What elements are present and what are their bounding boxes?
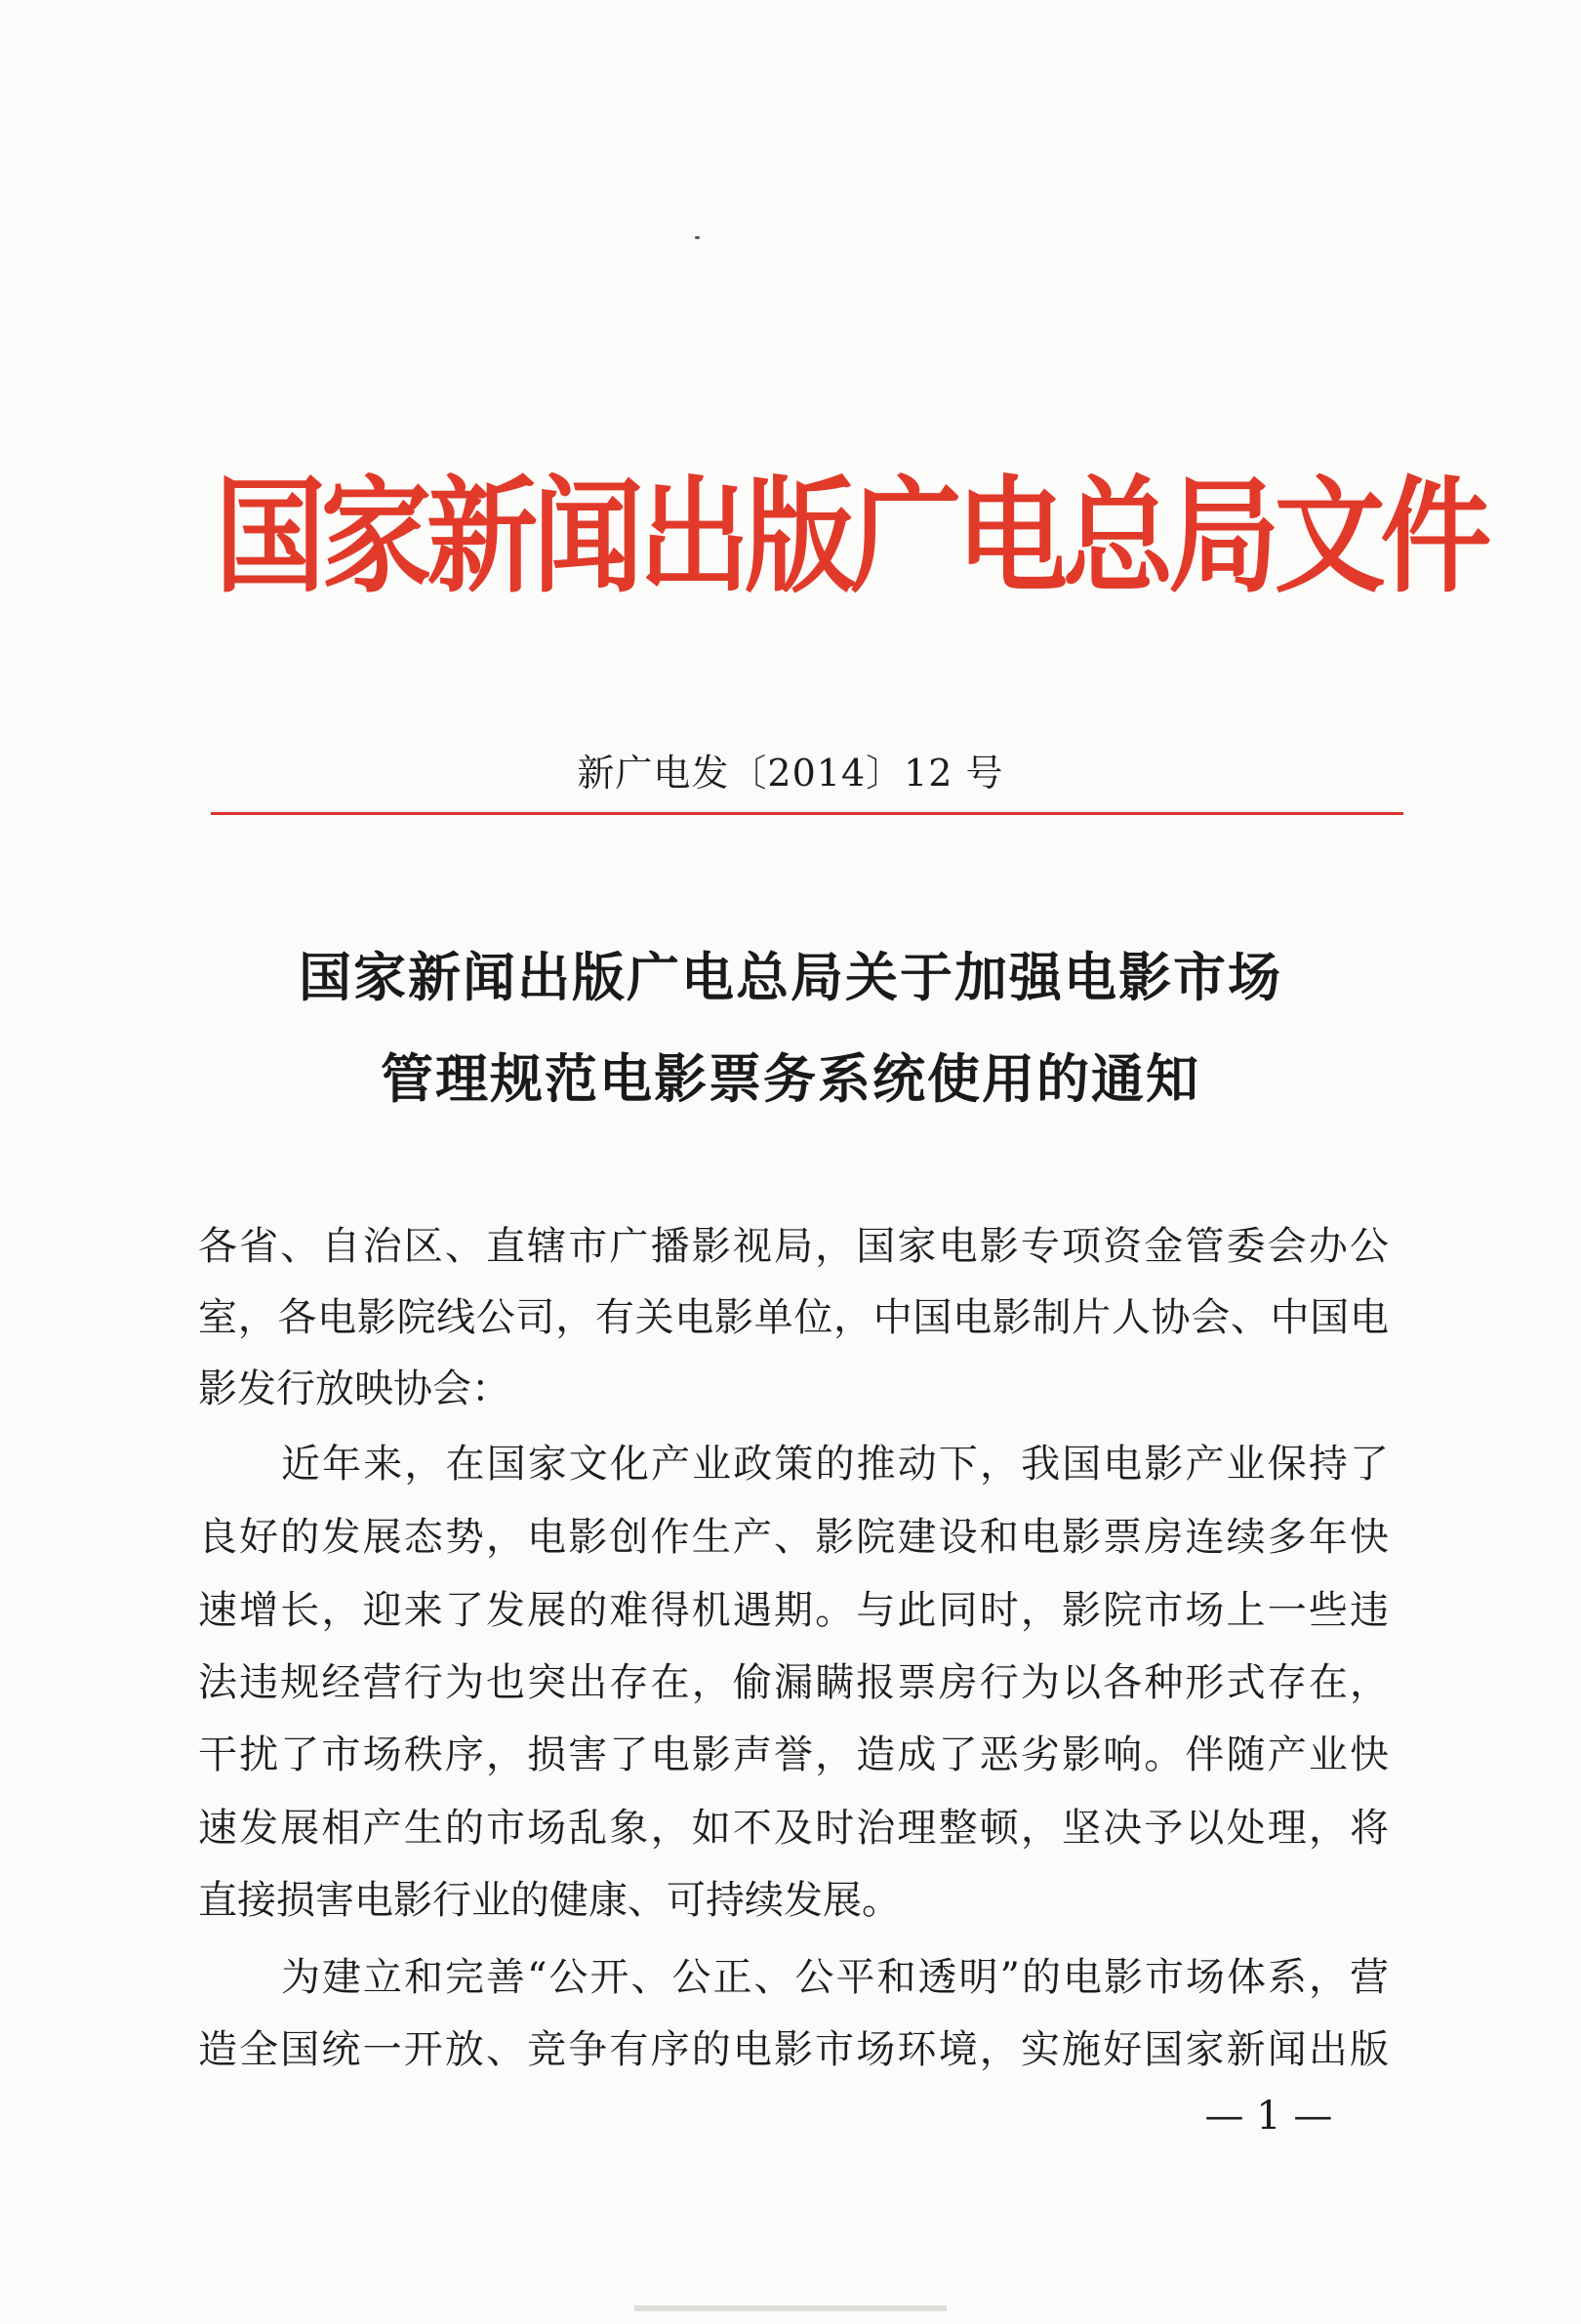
- body-line-4: 近年来，在国家文化产业政策的推动下，我国电影产业保持了: [281, 1442, 1389, 1487]
- notice-title-line-2: 管理规范电影票务系统使用的通知: [381, 1048, 1200, 1110]
- body-line-2: 室，各电影院线公司，有关电影单位，中国电影制片人协会、中国电: [198, 1295, 1389, 1340]
- body-line-12: 造全国统一开放、竞争有序的电影市场环境，实施好国家新闻出版: [198, 2027, 1389, 2072]
- issuer-header-title: 国家新闻出版广电总局文件: [215, 464, 1486, 610]
- body-line-10: 直接损害电影行业的健康、可持续发展。: [198, 1878, 901, 1923]
- page-number: — 1 —: [1204, 2094, 1333, 2139]
- scan-speck: [695, 236, 700, 239]
- body-line-1: 各省、自治区、直辖市广播影视局，国家电影专项资金管委会办公: [198, 1224, 1389, 1269]
- body-line-3: 影发行放映协会：: [198, 1366, 510, 1411]
- body-line-11: 为建立和完善“公开、公正、公平和透明”的电影市场体系，营: [281, 1955, 1389, 2000]
- body-line-5: 良好的发展态势，电影创作生产、影院建设和电影票房连续多年快: [198, 1515, 1389, 1560]
- scan-edge-smudge: [634, 2305, 947, 2311]
- body-line-9: 速发展相产生的市场乱象，如不及时治理整顿，坚决予以处理，将: [198, 1806, 1389, 1851]
- body-line-6: 速增长，迎来了发展的难得机遇期。与此同时，影院市场上一些违: [198, 1588, 1389, 1633]
- document-number: 新广电发〔2014〕12 号: [577, 752, 1004, 795]
- red-divider-rule: [211, 812, 1403, 815]
- notice-title-line-1: 国家新闻出版广电总局关于加强电影市场: [299, 947, 1282, 1008]
- body-line-7: 法违规经营行为也突出存在，偷漏瞒报票房行为以各种形式存在，: [198, 1660, 1389, 1705]
- body-line-8: 干扰了市场秩序，损害了电影声誉，造成了恶劣影响。伴随产业快: [198, 1733, 1389, 1777]
